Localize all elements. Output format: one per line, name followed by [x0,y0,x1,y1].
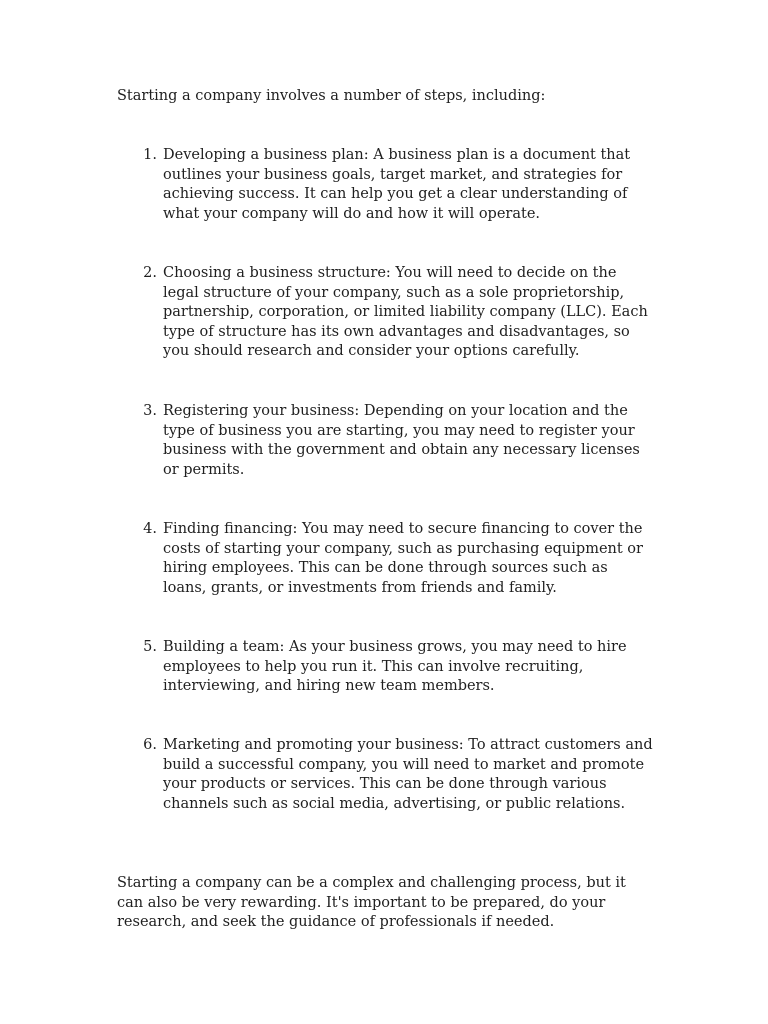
list-item-text: Developing a business plan: A business plan is a document that outlines your business goals, target market, and strategies for achieving success. It can help you get a clear understanding of what your company will do and how it will operate. [163,147,631,222]
list-item-text: Choosing a business structure: You will need to decide on the legal structure of your company, such as a sole proprietorship, partnership, corporation, or limited liability company (LLC). Each type of structure has its own advantages and disadvantages, so you should research and consider your options carefully. [163,265,648,360]
list-item-text: Building a team: As your business grows, you may need to hire employees to help you run it. This can involve recruiting, interviewing, and hiring new team members. [163,639,627,695]
list-item-number: 2. [143,265,157,281]
list-item-number: 1. [143,147,157,163]
list-item-number: 5. [143,639,157,655]
list-item-number: 4. [143,521,157,537]
intro-paragraph: Starting a company involves a number of steps, including: [117,88,546,104]
list-item-number: 6. [143,737,157,753]
list-item-text: Finding financing: You may need to secure financing to cover the costs of starting your company, such as purchasing equipment or hiring employees. This can be done through sources such as loans, grants, or investments from friends and family. [163,521,643,596]
list-item-text: Marketing and promoting your business: To attract customers and build a successful company, you will need to market and promote your products or services. This can be done through various channels such as social media, advertising, or public relations. [163,737,653,812]
list-item-text: Registering your business: Depending on your location and the type of business you are starting, you may need to register your business with the government and obtain any necessary licenses or permits. [163,403,640,478]
conclusion-paragraph: Starting a company can be a complex and challenging process, but it can also be very rewarding. It's important to be prepared, do your research, and seek the guidance of professionals if needed. [117,875,626,931]
list-item-number: 3. [143,403,157,419]
